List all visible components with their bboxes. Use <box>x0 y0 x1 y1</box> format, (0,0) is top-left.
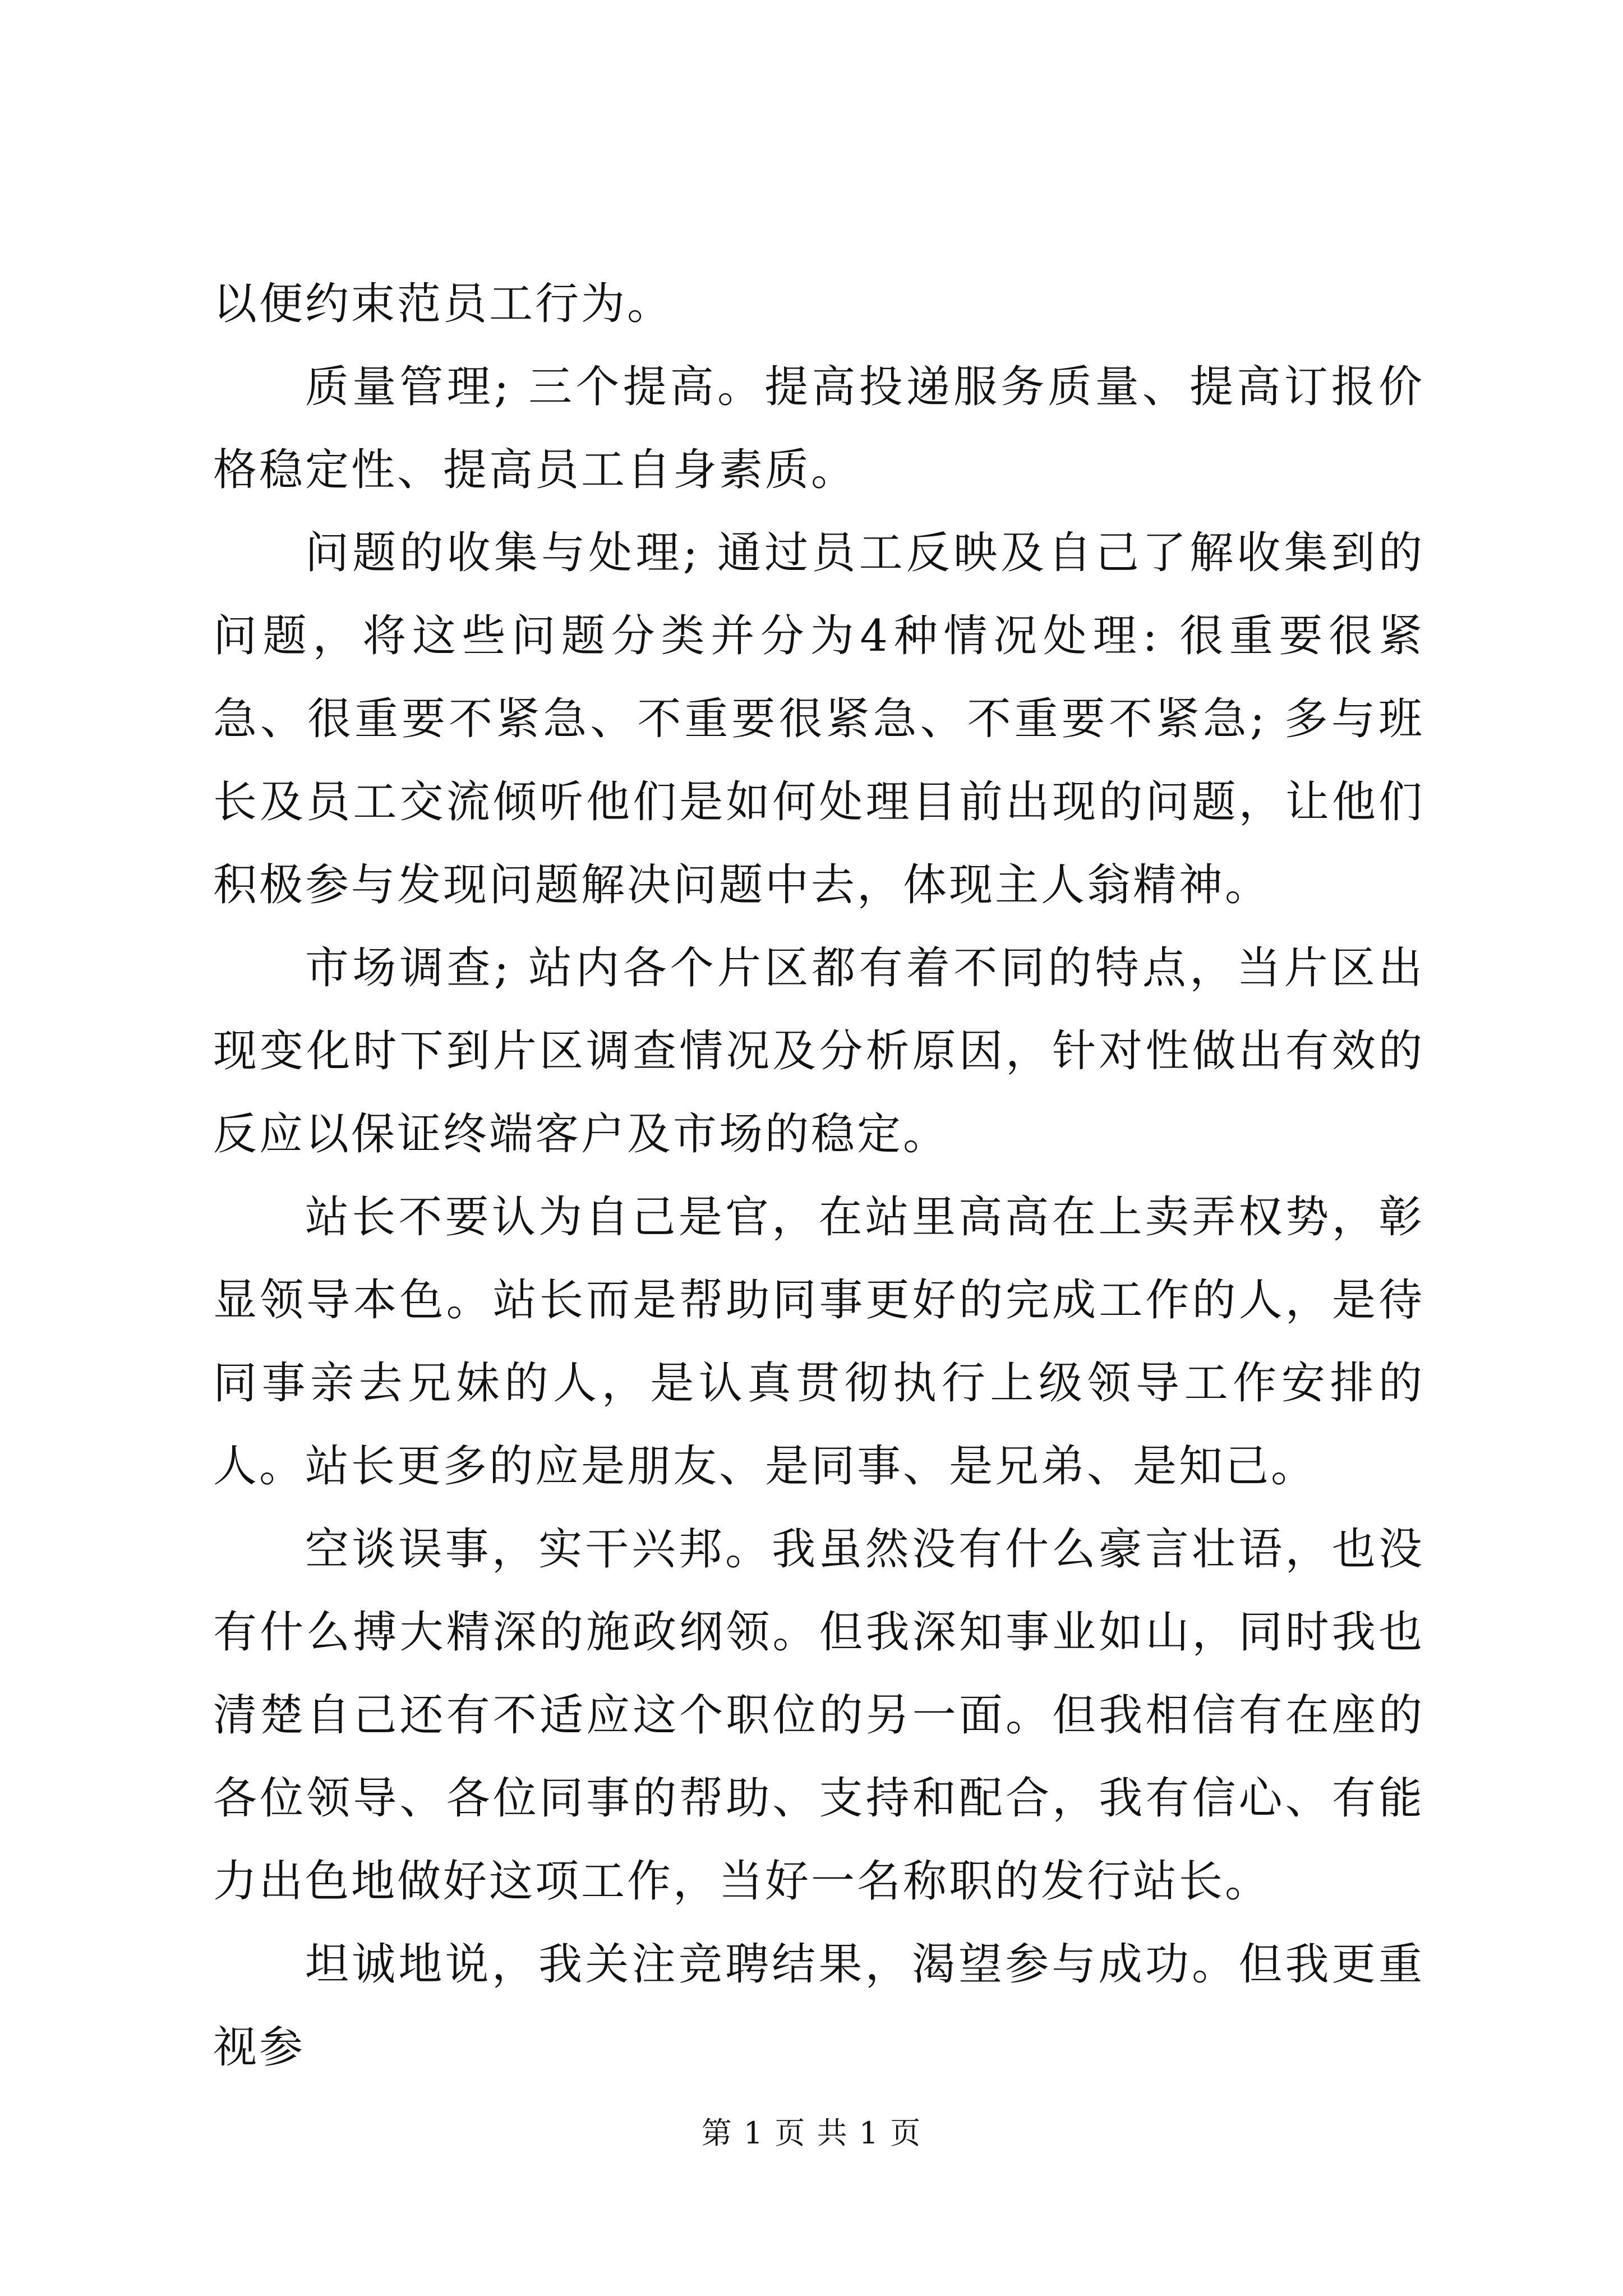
paragraph-continuation: 以便约束范员工行为。 <box>213 279 674 329</box>
paragraph-commitment: 空谈误事，实干兴邦。我虽然没有什么豪言壮语，也没有什么搏大精深的施政纲领。但我深知事业如山，同时我也清楚自己还有不适应这个职位的另一面。但我相信有在座的各位领导、各位同事的帮助、支持和配合，我有信心、有能力出色地做好这项工作，当好一名称职的发行站长。 <box>213 1524 1424 1907</box>
paragraph-station-manager-role: 站长不要认为自己是官，在站里高高在上卖弄权势，彰显领导本色。站长而是帮助同事更好的完成工作的人，是待同事亲去兄妹的人，是认真贯彻执行上级领导工作安排的人。站长更多的应是朋友、是同事、是兄弟、是知己。 <box>213 1192 1424 1492</box>
paragraph-market-survey: 市场调查; 站内各个片区都有着不同的特点，当片区出现变化时下到片区调查情况及分析原因，针对性做出有效的反应以保证终端客户及市场的稳定。 <box>213 943 1424 1159</box>
paragraph-candid-statement: 坦诚地说，我关注竞聘结果，渴望参与成功。但我更重视参 <box>213 1939 1424 2073</box>
paragraph-problem-handling: 问题的收集与处理; 通过员工反映及自己了解收集到的问题，将这些问题分类并分为4种情况处理: 很重要很紧急、很重要不紧急、不重要很紧急、不重要不紧急; 多与班长及员工交流倾听他们是如何处理目前出现的问题，让他们积极参与发现问题解决问题中去，体现主人翁精神。 <box>213 528 1424 910</box>
paragraph-quality-management: 质量管理; 三个提高。提高投递服务质量、提高订报价格稳定性、提高员工自身素质。 <box>213 362 1424 495</box>
document-body <box>213 263 1424 2089</box>
page-footer: 第 1 页 共 1 页 <box>701 2115 922 2151</box>
